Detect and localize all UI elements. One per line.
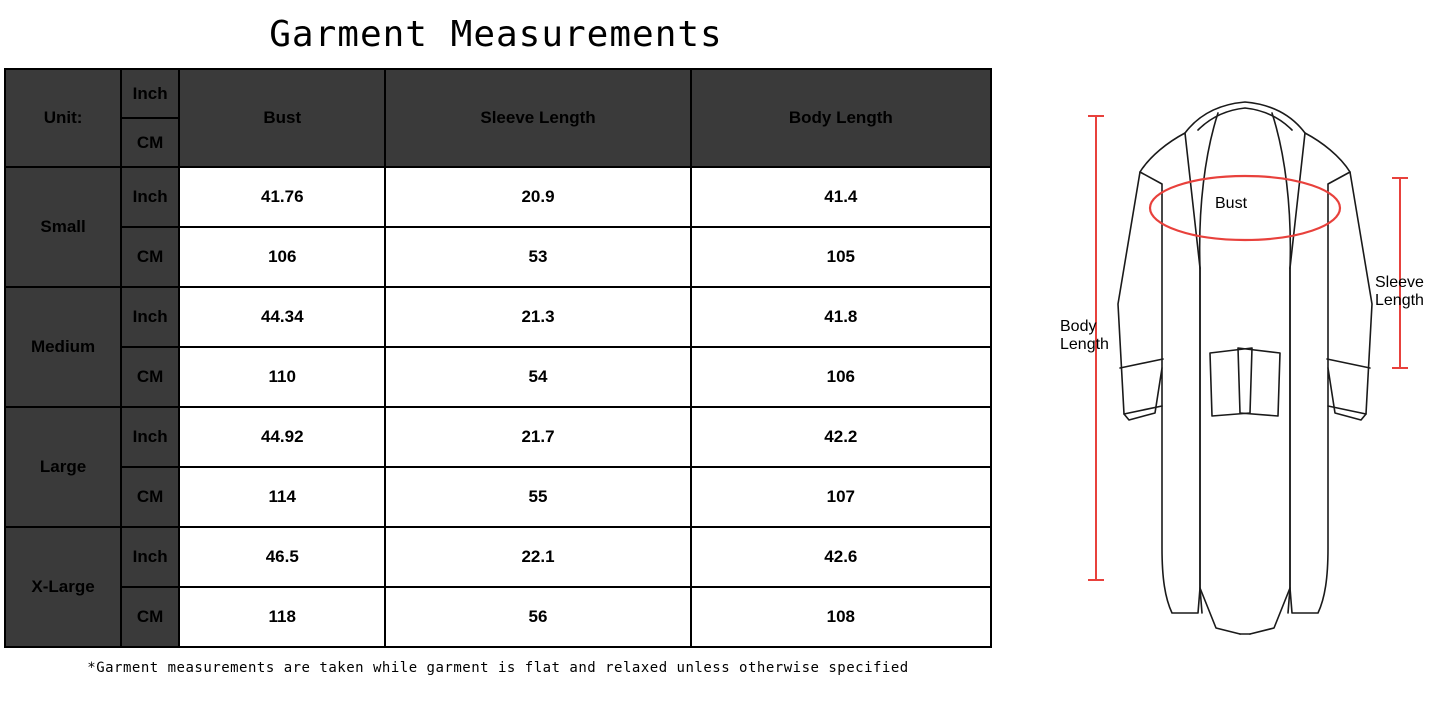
row-unit-inch: Inch — [121, 287, 179, 347]
diagram-label-sleeve-length — [1375, 274, 1424, 311]
diagram-label-bust: Bust — [1215, 195, 1248, 212]
measurement-note: *Garment measurements are taken while garment is flat and relaxed unless otherwise specified — [87, 660, 909, 676]
cell-small-inch-sleeve: 20.9 — [385, 167, 690, 227]
cell-xlarge-cm-bust: 118 — [179, 587, 385, 647]
size-label-x-large: X-Large — [5, 527, 121, 647]
table-row — [5, 227, 991, 287]
cell-xlarge-cm-sleeve: 56 — [385, 587, 690, 647]
cell-medium-cm-bust: 110 — [179, 347, 385, 407]
row-unit-cm: CM — [121, 347, 179, 407]
size-label-medium: Medium — [5, 287, 121, 407]
row-unit-cm: CM — [121, 227, 179, 287]
table-row — [5, 167, 991, 227]
page-title: Garment Measurements — [269, 14, 723, 55]
cell-small-inch-body: 41.4 — [691, 167, 991, 227]
row-unit-inch: Inch — [121, 407, 179, 467]
cell-small-inch-bust: 41.76 — [179, 167, 385, 227]
cell-xlarge-inch-sleeve: 22.1 — [385, 527, 690, 587]
header-unit-inch: Inch — [121, 69, 179, 118]
cell-xlarge-inch-body: 42.6 — [691, 527, 991, 587]
row-unit-cm: CM — [121, 467, 179, 527]
cell-small-cm-bust: 106 — [179, 227, 385, 287]
column-header-body-length: Body Length — [691, 69, 991, 167]
cardigan-illustration-svg — [1000, 68, 1454, 668]
cell-medium-inch-bust: 44.34 — [179, 287, 385, 347]
cell-medium-inch-sleeve: 21.3 — [385, 287, 690, 347]
cell-medium-cm-sleeve: 54 — [385, 347, 690, 407]
row-unit-inch: Inch — [121, 527, 179, 587]
sleeve-length-measure-line — [1392, 178, 1408, 368]
column-header-bust: Bust — [179, 69, 385, 167]
diagram-label-body-length — [1060, 318, 1109, 355]
row-unit-cm: CM — [121, 587, 179, 647]
column-header-sleeve-length: Sleeve Length — [385, 69, 690, 167]
table-row — [5, 467, 991, 527]
table-row — [5, 407, 991, 467]
table-row — [5, 587, 991, 647]
garment-diagram — [1000, 68, 1454, 668]
table-row — [5, 527, 991, 587]
table-row — [5, 347, 991, 407]
cell-large-inch-sleeve: 21.7 — [385, 407, 690, 467]
table-row — [5, 287, 991, 347]
cell-small-cm-sleeve: 53 — [385, 227, 690, 287]
diagram-label-body-line1: Body — [1060, 318, 1097, 335]
table-header-row — [5, 69, 991, 118]
cell-xlarge-inch-bust: 46.5 — [179, 527, 385, 587]
garment-measurements-table — [4, 68, 992, 648]
cell-medium-inch-body: 41.8 — [691, 287, 991, 347]
header-unit-cm: CM — [121, 118, 179, 167]
cell-large-cm-body: 107 — [691, 467, 991, 527]
cell-xlarge-cm-body: 108 — [691, 587, 991, 647]
cell-large-cm-bust: 114 — [179, 467, 385, 527]
diagram-label-sleeve-line2: Length — [1375, 292, 1424, 310]
size-label-large: Large — [5, 407, 121, 527]
cell-small-cm-body: 105 — [691, 227, 991, 287]
row-unit-inch: Inch — [121, 167, 179, 227]
cell-large-cm-sleeve: 55 — [385, 467, 690, 527]
cell-large-inch-bust: 44.92 — [179, 407, 385, 467]
size-label-small: Small — [5, 167, 121, 287]
unit-label-cell: Unit: — [5, 69, 121, 167]
cell-medium-cm-body: 106 — [691, 347, 991, 407]
diagram-label-sleeve-line1: Sleeve — [1375, 274, 1424, 291]
cell-large-inch-body: 42.2 — [691, 407, 991, 467]
diagram-label-body-line2: Length — [1060, 336, 1109, 354]
